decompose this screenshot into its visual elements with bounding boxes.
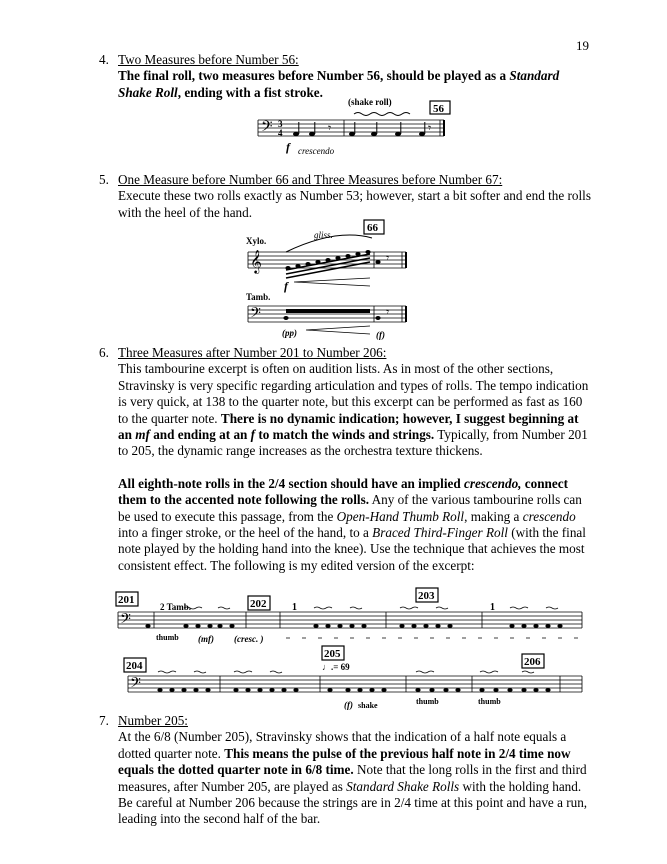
rehearsal-mark-201: 201 xyxy=(118,594,135,606)
measure-rest-1: 1 xyxy=(292,602,297,613)
section-6 xyxy=(99,345,594,574)
section-body: Execute these two rolls exactly as Number 53; however, start a bit softer and end the rolls with the heel of the hand. xyxy=(118,188,591,220)
thumb-label-1: thumb xyxy=(416,697,439,706)
music-example-204 xyxy=(116,646,586,712)
section-paragraph-1: This tambourine excerpt is often on audition lists. As in most of the other sections, Stravinsky is very specific regarding articulation and types of rolls. The tempo indication is very quick, at 138 to the quarter note, but this excerpt can be performed as fast as 160 to the quarter note. There is no dynamic indication; however, I suggest beginning at an mf and ending at an f to match the winds and strings. Typically, from Number 201 to 205, the dynamic range increases as the orchestra texture thickens. xyxy=(118,361,589,459)
section-heading: Number 205: xyxy=(118,713,188,728)
gliss-label: gliss. xyxy=(314,230,333,240)
thumb-label-2: thumb xyxy=(478,697,501,706)
rehearsal-mark-205: 205 xyxy=(324,648,341,660)
rehearsal-mark-206: 206 xyxy=(524,656,541,668)
section-number: 6. xyxy=(99,345,109,360)
section-number: 7. xyxy=(99,713,109,728)
section-heading: Two Measures before Number 56: xyxy=(118,52,299,67)
section-number: 5. xyxy=(99,172,109,187)
svg-text:𝄾: 𝄾 xyxy=(428,121,432,135)
page-number: 19 xyxy=(576,38,589,53)
crescendo-mark: crescendo xyxy=(298,146,335,156)
section-5 xyxy=(99,172,594,221)
section-7 xyxy=(99,713,594,828)
dynamic-sfz: (f) xyxy=(376,330,385,340)
music-example-66 xyxy=(246,218,414,342)
dynamic-pp: (pp) xyxy=(282,328,297,338)
section-body: At the 6/8 (Number 205), Stravinsky shows that the indication of a half note equals a dotted quarter note. This means the pulse of the previous half note in 2/4 time now equals the dotted quarter note in 6/8 time. Note that the long rolls in the first and third measures, after Number 205, are played as Standard Shake Rolls with the holding hand. Be careful at Number 206 because the strings are in 2/4 time at this point and have a run, leading into the second half of the bar. xyxy=(118,729,588,827)
section-number: 4. xyxy=(99,52,109,67)
svg-text:4: 4 xyxy=(278,128,283,138)
shake-label: shake xyxy=(358,701,378,710)
svg-text:3: 3 xyxy=(278,119,283,129)
dynamic-mf: (mf) xyxy=(198,634,214,644)
rehearsal-mark-203: 203 xyxy=(418,590,435,602)
svg-text:𝄢: 𝄢 xyxy=(120,611,131,630)
section-4 xyxy=(99,52,594,101)
dynamic-f: f xyxy=(284,279,288,293)
dynamic-f: (f) xyxy=(344,700,353,710)
cresc-mark: (cresc. ) xyxy=(234,634,264,644)
xylo-label: Xylo. xyxy=(246,236,267,246)
rehearsal-mark-66: 66 xyxy=(367,222,378,234)
section-paragraph-2: All eighth-note rolls in the 2/4 section should have an implied crescendo, connect them to the accented note following the rolls. Any of the various tambourine rolls can be used to execute this passage, from the Open-Hand Thumb Roll, making a crescendo into a finger stroke, or the heel of the hand, to a Braced Third-Finger Roll (with the final note played by the holding hand into the knee). Use the technique that achieves the most consistent effect. The following is my edited version of the excerpt: xyxy=(118,475,586,573)
tempo-mark: ♩.= 69 xyxy=(322,662,350,672)
svg-text:𝄾: 𝄾 xyxy=(386,251,390,265)
svg-text:𝄢: 𝄢 xyxy=(130,675,141,694)
tamb-label: 2 Tamb. xyxy=(160,602,192,612)
music-example-56 xyxy=(258,96,458,158)
section-body: The final roll, two measures before Number 56, should be played as a Standard Shake Roll, ending with a fist stroke. xyxy=(118,68,560,100)
svg-text:𝄾: 𝄾 xyxy=(386,305,390,319)
rehearsal-mark-204: 204 xyxy=(126,660,143,672)
music-example-201 xyxy=(116,588,586,650)
rehearsal-mark-202: 202 xyxy=(250,598,267,610)
svg-text:𝄾: 𝄾 xyxy=(328,121,332,135)
dynamic-mark: f xyxy=(286,140,290,154)
section-heading: One Measure before Number 66 and Three Measures before Number 67: xyxy=(118,172,503,187)
measure-rest-2: 1 xyxy=(490,602,495,613)
shake-roll-label: (shake roll) xyxy=(348,97,392,107)
svg-text:𝄢: 𝄢 xyxy=(261,118,273,138)
thumb-label: thumb xyxy=(156,633,179,642)
tamb-label: Tamb. xyxy=(246,292,271,302)
section-heading: Three Measures after Number 201 to Number 206: xyxy=(118,345,387,360)
svg-text:𝄢: 𝄢 xyxy=(250,305,261,324)
svg-text:𝄞: 𝄞 xyxy=(250,251,262,273)
rehearsal-mark-56: 56 xyxy=(433,103,444,115)
